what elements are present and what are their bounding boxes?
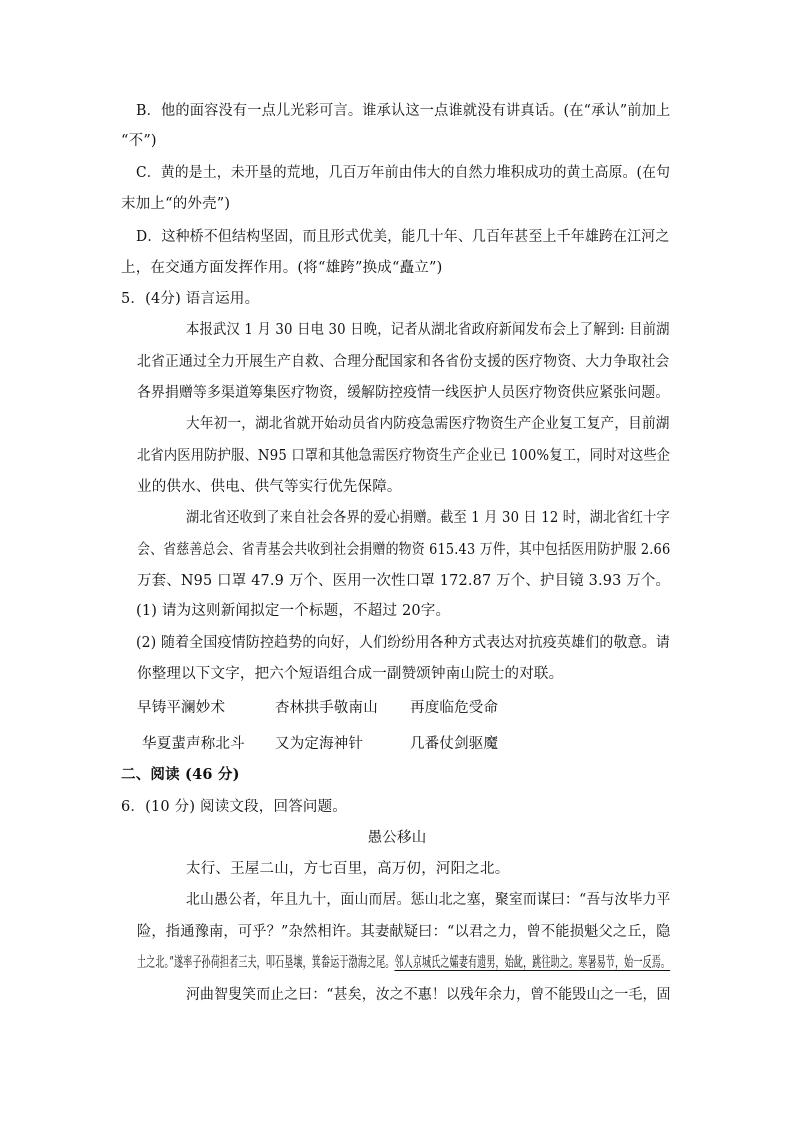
passage-line: 险，指通豫南，可乎？”杂然相许。其妻献疑曰：“以君之力，曾不能损魁父之丘，隐 — [137, 924, 671, 940]
option-c-line1: C．黄的是土，未开垦的荒地，几百万年前由伟大的自然力堆积成功的黄土高原。(在句 — [136, 165, 671, 181]
option-c-line2: 末加上“的外壳”) — [121, 196, 231, 212]
phrase: 华夏蜚声称北斗 — [142, 736, 245, 752]
q5-paragraph3-line3: 万套、N95 口罩 47.9 万个、医用一次性口罩 172.87 万个、护目镜 3.93 万个。 — [137, 573, 671, 589]
passage-line: 太行、王屋二山，方七百里，高万仞，河阳之北。 — [186, 861, 510, 877]
option-b-line1: B．他的面容没有一点儿光彩可言。谁承认这一点谁就没有讲真话。(在“承认”前加上 — [136, 103, 671, 119]
section-2-heading: 二、阅读 (46 分) — [121, 766, 240, 783]
q5-paragraph1-line1: 本报武汉 1 月 30 日电 30 日晚，记者从湖北省政府新闻发布会上了解到: 目前湖 — [186, 322, 670, 338]
question-5-heading: 5．(4分) 语言运用。 — [121, 291, 260, 307]
q5-subquestion-2-line2: 你整理以下文字，把六个短语组合成一副赞颂钟南山院士的对联。 — [137, 666, 564, 682]
underlined-sentence: 邻人京城氏之孀妻有遗男，始龀，跳往助之。 — [394, 955, 579, 971]
q5-paragraph3-line1: 湖北省还收到了来自社会各界的爱心捐赠。截至 1 月 30 日 12 时，湖北省红十字 — [186, 510, 670, 526]
q5-subquestion-1: (1) 请为这则新闻拟定一个标题，不超过 20字。 — [136, 603, 451, 619]
q5-subquestion-2-line1: (2) 随着全国疫情防控趋势的向好，人们纷纷用各种方式表达对抗疫英雄们的敬意。请 — [136, 635, 671, 651]
underlined-sentence: 寒暑易节，始一反焉。 — [578, 955, 671, 971]
passage-title: 愚公移山 — [367, 830, 427, 846]
phrase: 再度临危受命 — [410, 700, 499, 716]
q5-paragraph2-line3: 业的供水、供电、供气等实行优先保障。 — [137, 479, 402, 495]
q5-paragraph1-line3: 各界捐赠等多渠道筹集医疗物资，缓解防控疫情一线医护人员医疗物资供应紧张问题。 — [137, 385, 670, 401]
option-b-line2: “不”) — [121, 133, 157, 149]
option-d-line1: D．这种桥不但结构坚固，而且形式优美，能几十年、几百年甚至上千年雄跨在江河之 — [136, 229, 670, 245]
passage-text: 土之北。”遂率子孙荷担者三夫，叩石垦壤，箕畚运于渤海之尾。 — [137, 955, 395, 971]
option-d-line2: 上，在交通方面发挥作用。(将“雄跨”换成“矗立”) — [121, 260, 443, 276]
passage-line — [137, 953, 670, 973]
q5-paragraph2-line1: 大年初一，湖北省就开始动员省内防疫急需医疗物资生产企业复工复产，目前湖 — [186, 416, 670, 432]
q5-paragraph2-line2: 北省内医用防护服、N95 口罩和其他急需医疗物资生产企业已 100%复工，同时对这些企 — [137, 448, 671, 464]
q5-paragraph1-line2: 北省正通过全力开展生产自救、合理分配国家和各省份支援的医疗物资、大力争取社会 — [137, 354, 670, 370]
q5-paragraph3-line2: 会、省慈善总会、省青基会共收到社会捐赠的物资 615.43 万件，其中包括医用防护服 2.66 — [137, 542, 671, 558]
phrase: 杏林拱手敬南山 — [275, 700, 378, 716]
phrase: 几番仗剑驱魔 — [410, 736, 499, 752]
passage-line: 北山愚公者，年且九十，面山而居。惩山北之塞，聚室而谋曰：“吾与汝毕力平 — [186, 892, 671, 908]
passage-line: 河曲智叟笑而止之曰：“甚矣，汝之不惠！以残年余力，曾不能毁山之一毛，固 — [186, 987, 671, 1003]
question-6-heading: 6．(10 分) 阅读文段，回答问题。 — [121, 799, 348, 815]
phrase: 早铸平澜妙术 — [137, 700, 226, 716]
phrase: 又为定海神针 — [275, 736, 364, 752]
